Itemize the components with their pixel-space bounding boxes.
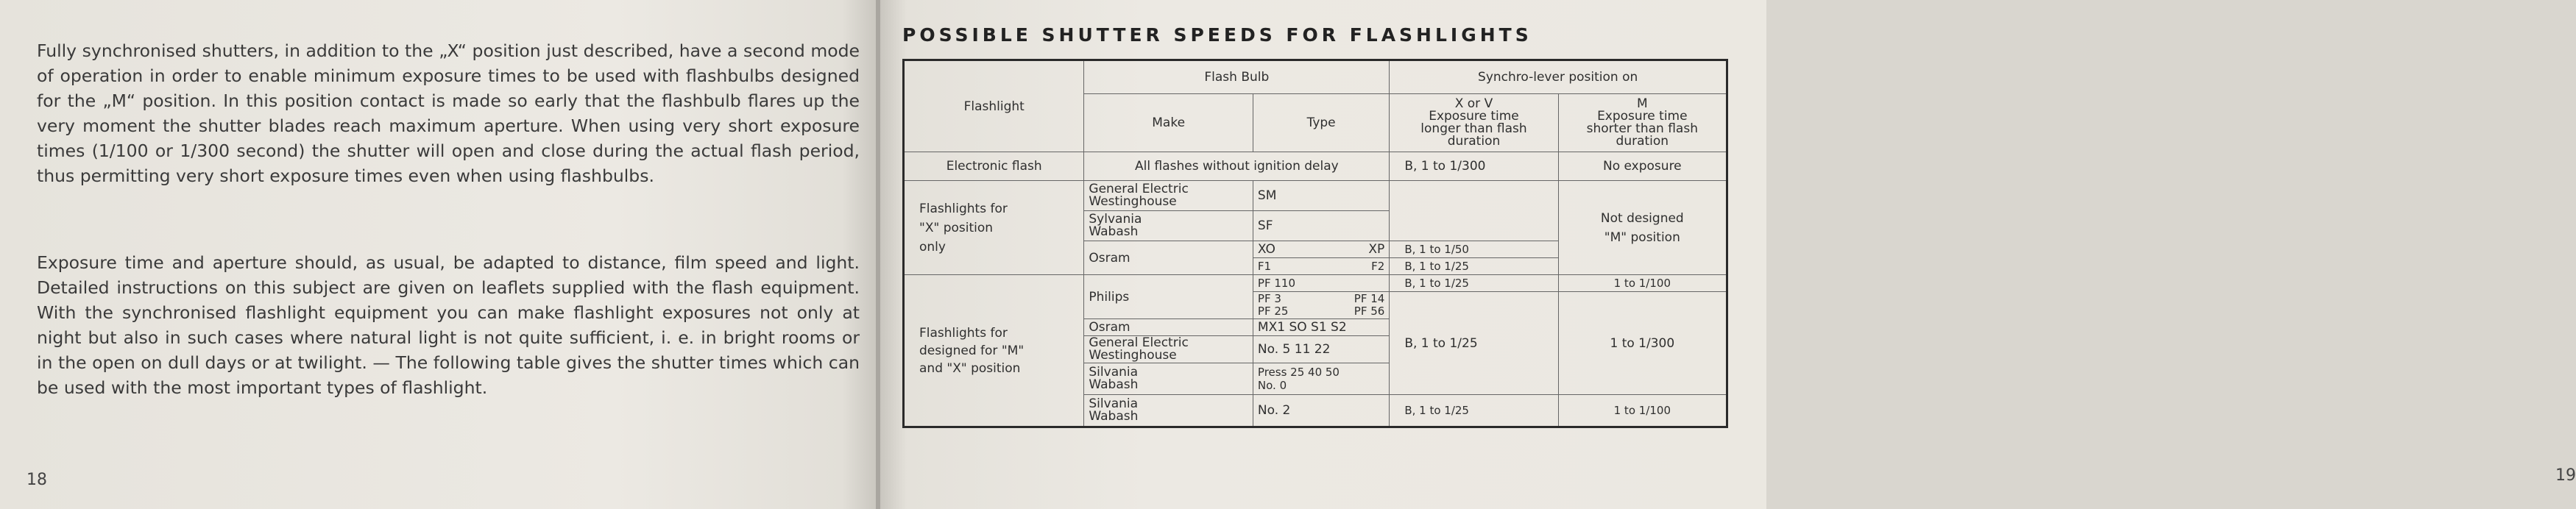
header-flashlight: Flashlight xyxy=(904,60,1084,152)
x-row-f-type-a: F1 xyxy=(1257,260,1272,273)
header-m: M Exposure time shorter than flash duration xyxy=(1558,94,1727,152)
header-flash-bulb: Flash Bulb xyxy=(1084,60,1390,94)
x-row-f-type-b: F2 xyxy=(1371,260,1385,273)
x-row-1-make: General Electric Westinghouse xyxy=(1084,181,1253,211)
philips-type-1b: PF 14 xyxy=(1354,292,1385,305)
x-group-m: Not designed "M" position xyxy=(1558,181,1727,275)
x-row-2-type: SF xyxy=(1253,211,1389,241)
x-row-osram-type-a: XO xyxy=(1257,242,1275,257)
electronic-m: No exposure xyxy=(1558,152,1727,181)
ge-make: General Electric Westinghouse xyxy=(1084,336,1253,363)
header-make: Make xyxy=(1084,94,1253,152)
philips-type-2b: PF 56 xyxy=(1354,305,1385,318)
ge-type: No. 5 11 22 xyxy=(1253,336,1389,363)
shutter-speed-table xyxy=(902,59,1728,428)
silvania-type: Press 25 40 50 No. 0 xyxy=(1253,363,1389,395)
last-m: 1 to 1/100 xyxy=(1558,395,1727,427)
x-rows-xv-empty xyxy=(1390,181,1558,241)
paragraph-1: Fully synchronised shutters, in addition to the „X“ position just described, have a second mode of operation in order to enable minimum exposure times to be used with flashbulbs designed for the „M“ position. In this position contact is made so early that the flashbulb flares up the very moment the shutter blades reach maximum aperture. When using very short exposure times (1/100 or 1/300 second) the shutter will open and close during the actual flash period, thus permitting very short exposure times even when using flashbulbs. xyxy=(37,40,860,186)
philips-type-1a: PF 3 xyxy=(1257,292,1281,305)
m-group-m: 1 to 1/300 xyxy=(1558,292,1727,395)
x-row-1-type: SM xyxy=(1253,181,1389,211)
pf110-xv: B, 1 to 1/25 xyxy=(1390,275,1558,292)
x-row-osram-type-b: XP xyxy=(1368,242,1385,257)
m-group-xv: B, 1 to 1/25 xyxy=(1390,292,1558,395)
left-page xyxy=(0,0,877,509)
osram-make: Osram xyxy=(1084,319,1253,336)
x-row-osram-xv-1: B, 1 to 1/50 xyxy=(1390,241,1558,258)
x-row-2-make: Sylvania Wabash xyxy=(1084,211,1253,241)
electronic-xv: B, 1 to 1/300 xyxy=(1390,152,1558,181)
x-group-label: Flashlights for "X" position only xyxy=(904,181,1084,275)
header-x-or-v: X or V Exposure time longer than flash duration xyxy=(1390,94,1558,152)
page-number-left: 18 xyxy=(26,471,47,489)
electronic-make-type: All flashes without ignition delay xyxy=(1084,152,1390,181)
pf110-m: 1 to 1/100 xyxy=(1558,275,1727,292)
paragraph-2: Exposure time and aperture should, as usual, be adapted to distance, film speed and light. Detailed instructions on this subject are given on leaflets supplied with the flash equipment. With the synchronised flashlight equipment you can make flashlight exposures not only at night but also in such cases where natural light is not quite sufficient, i. e. in bright rooms or in the open on dull days or at twilight. — The following table gives the shutter times which can be used with the most important types of flashlight. xyxy=(37,252,860,398)
x-row-osram-xv-2: B, 1 to 1/25 xyxy=(1390,258,1558,275)
philips-type-2a: PF 25 xyxy=(1257,305,1289,318)
silvania-make: Silvania Wabash xyxy=(1084,363,1253,395)
x-row-osram-make: Osram xyxy=(1084,241,1253,275)
electronic-flash-cell: Electronic flash xyxy=(904,152,1084,181)
header-synchro: Synchro-lever position on xyxy=(1390,60,1727,94)
page-number-right: 19 xyxy=(2555,466,2576,485)
table-title: POSSIBLE SHUTTER SPEEDS FOR FLASHLIGHTS xyxy=(902,24,1532,46)
osram-type: MX1 SO S1 S2 xyxy=(1253,319,1389,336)
philips-make: Philips xyxy=(1084,275,1253,319)
header-type: Type xyxy=(1253,94,1389,152)
last-xv: B, 1 to 1/25 xyxy=(1390,395,1558,427)
pf110-type: PF 110 xyxy=(1253,275,1389,292)
last-type: No. 2 xyxy=(1253,395,1389,427)
last-make: Silvania Wabash xyxy=(1084,395,1253,427)
m-group-label: Flashlights for designed for "M" and "X" position xyxy=(904,275,1084,427)
